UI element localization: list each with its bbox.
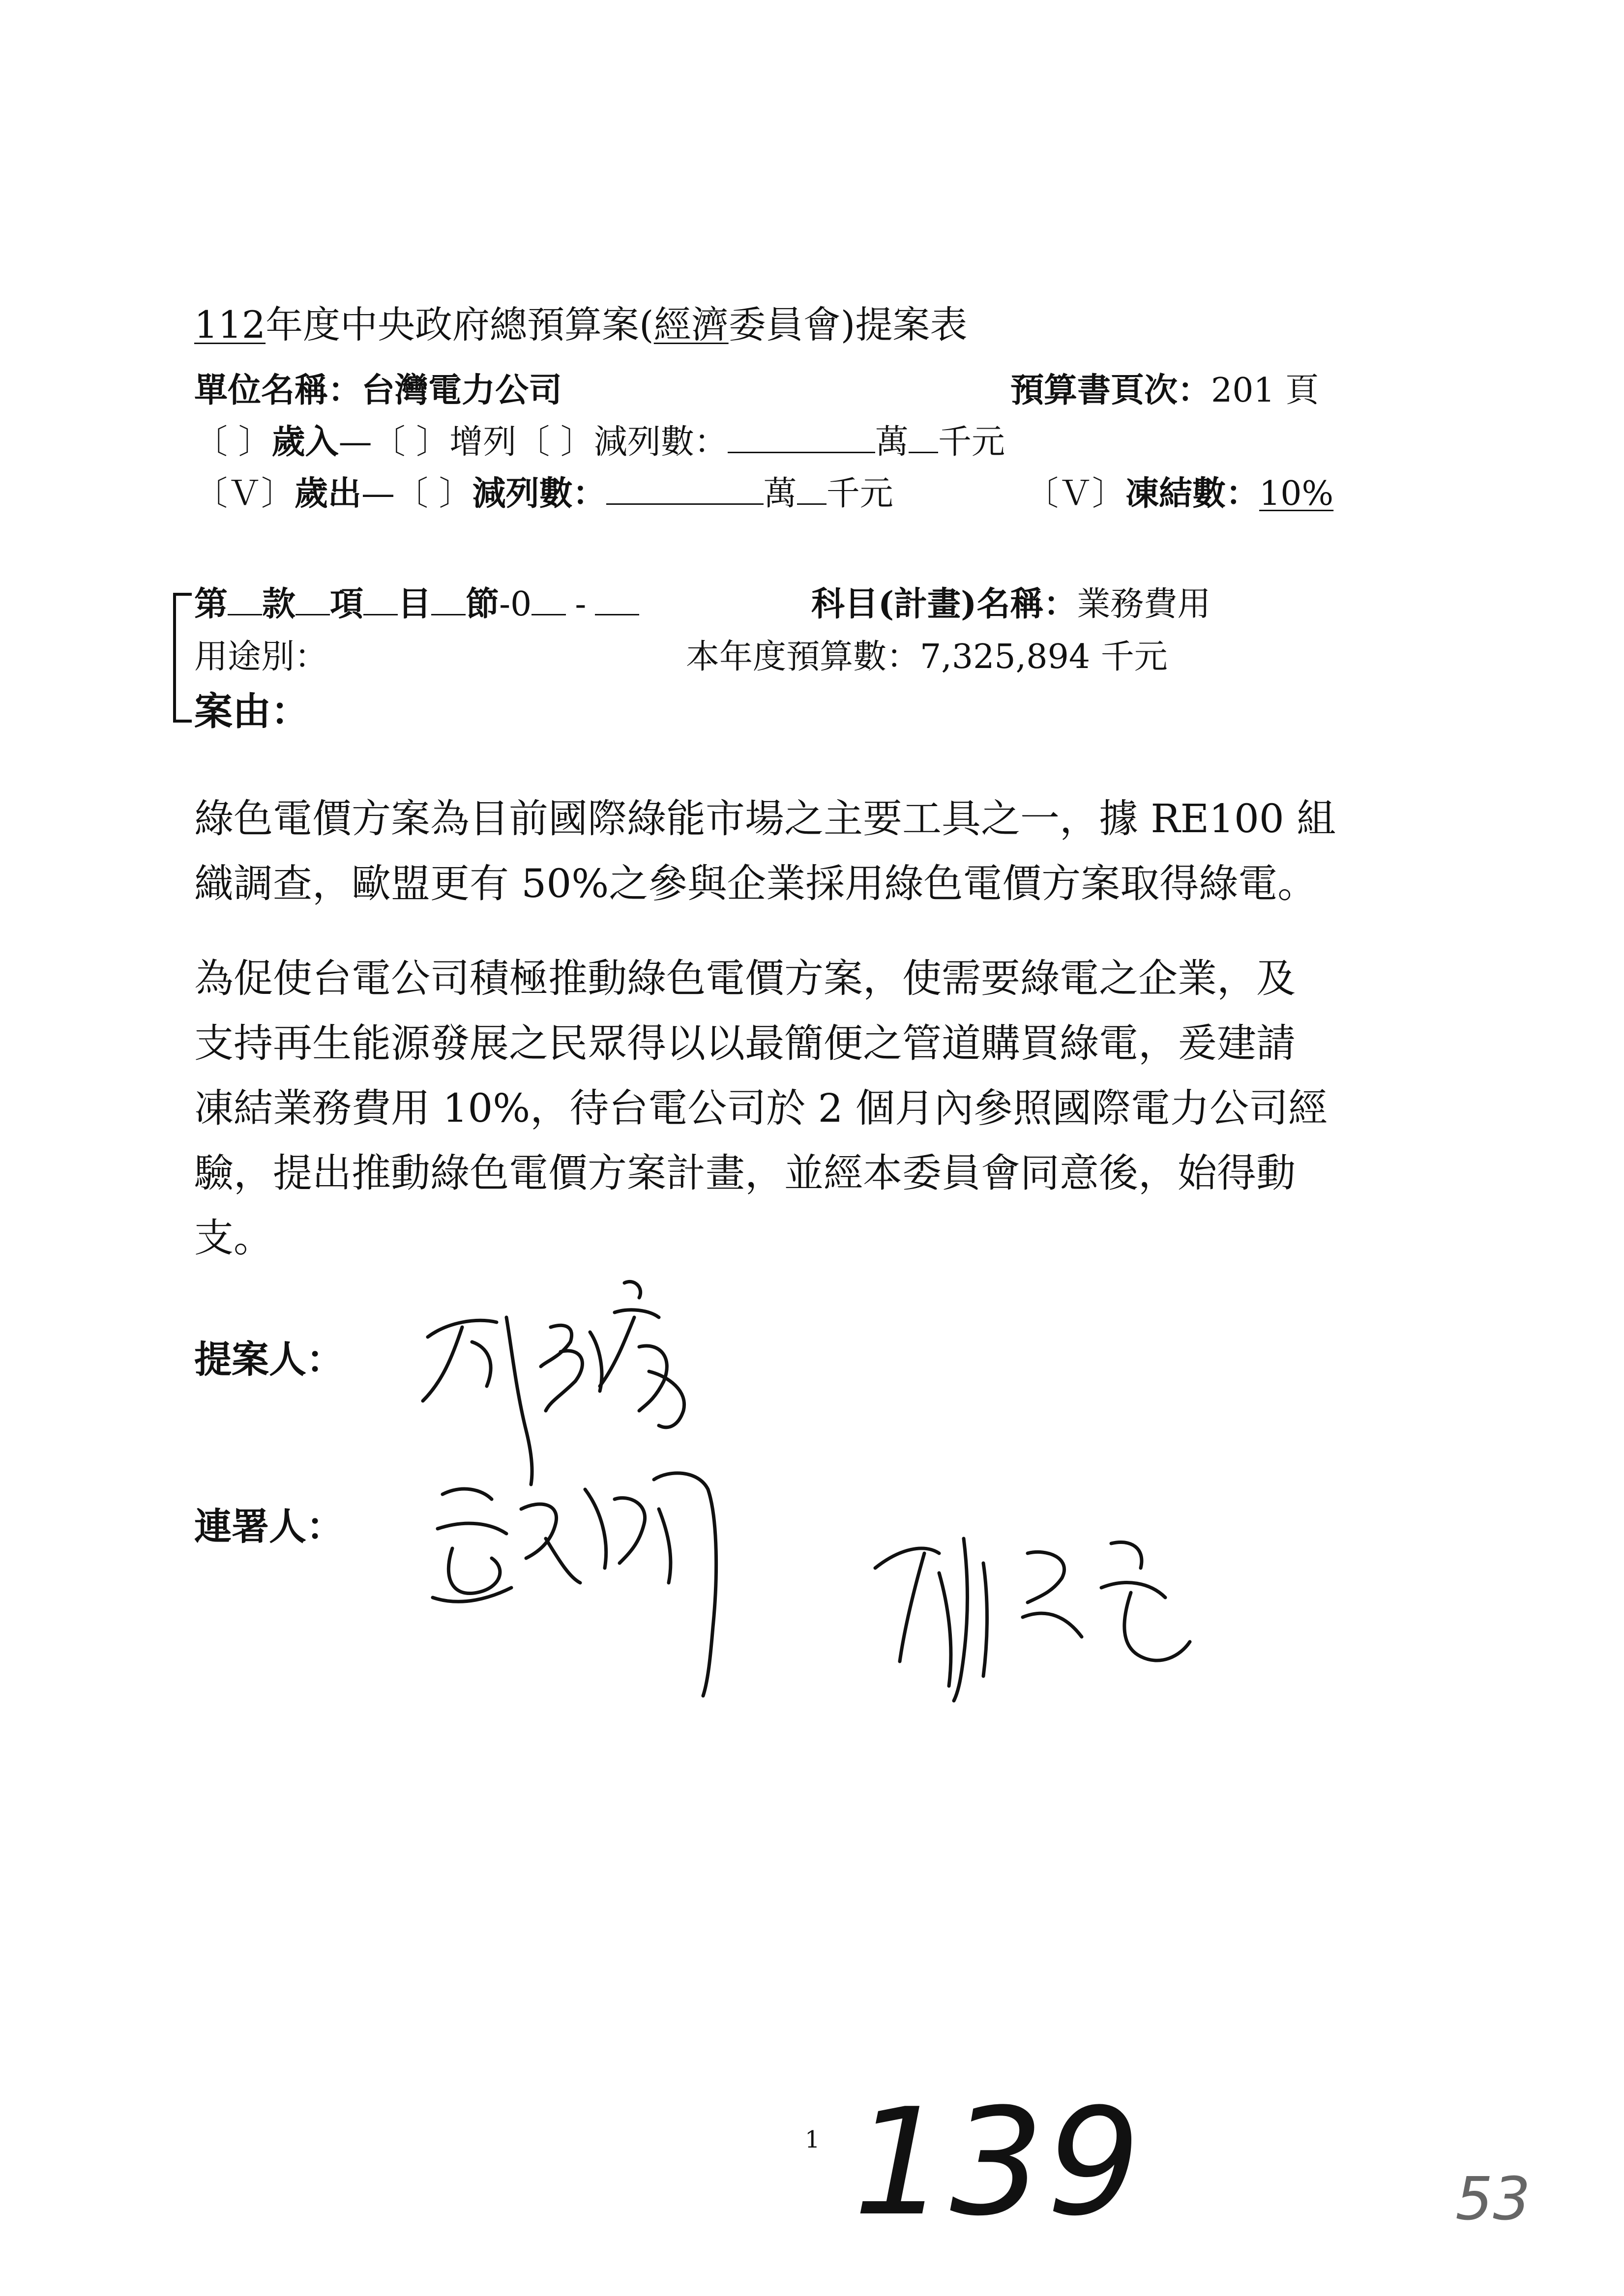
jie-label: 節 xyxy=(466,584,500,624)
paragraph-2-line-5: 支。 xyxy=(194,1215,273,1261)
paragraph-2 xyxy=(194,946,1423,1271)
page-ref xyxy=(1010,364,1319,411)
freeze-label: 凍結數： xyxy=(1125,474,1260,513)
qian-label: 千元 xyxy=(938,423,1005,462)
subject-line xyxy=(194,578,639,625)
cosigner-signature-1 xyxy=(423,1450,777,1706)
decrease-bracket: 〔 〕 xyxy=(516,423,594,462)
title-committee: 經濟 xyxy=(653,303,729,347)
expense-decrease-blank xyxy=(606,473,764,505)
unit-label: 單位名稱： xyxy=(194,371,362,410)
page-value: 201 頁 xyxy=(1211,371,1319,410)
paragraph-1-line-2: 織調查，歐盟更有 50%之參與企業採用綠色電價方案取得綠電。 xyxy=(194,861,1317,906)
kuan-label: 款 xyxy=(262,584,296,624)
jie-dash: - xyxy=(575,585,587,624)
paragraph-2-line-2: 支持再生能源發展之民眾得以以最簡便之管道購買綠電，爰建請 xyxy=(194,1020,1296,1066)
cosigner-signature-2 xyxy=(865,1499,1239,1725)
budget-value: 7,325,894 千元 xyxy=(920,638,1168,676)
revenue-label: 歲入 xyxy=(271,422,339,462)
decrease-label: 減列數： xyxy=(593,423,728,462)
unit-line xyxy=(194,364,562,411)
wan-label: 萬 xyxy=(875,423,909,462)
mu-label: 目 xyxy=(398,584,432,624)
budget-label: 本年度預算數： xyxy=(686,638,920,676)
expense-dash: — xyxy=(361,474,395,513)
jie-blank xyxy=(431,584,466,615)
title-part1: 年度中央政府總預算案( xyxy=(266,303,654,347)
title-part2: 委員會)提案表 xyxy=(728,303,968,347)
subject-bracket xyxy=(165,592,194,725)
reason-label: 案由： xyxy=(194,689,310,734)
paragraph-2-line-4: 驗，提出推動綠色電價方案計畫，並經本委員會同意後，始得動 xyxy=(194,1150,1296,1196)
revenue-bracket: 〔 〕 xyxy=(194,423,272,462)
final-blank xyxy=(595,584,639,615)
budget-amount xyxy=(686,630,1168,678)
paragraph-2-line-1: 為促使台電公司積極推動綠色電價方案，使需要綠電之企業，及 xyxy=(194,956,1296,1001)
expense-qian-blank xyxy=(797,473,827,505)
freeze-value: 10% xyxy=(1259,474,1334,513)
form-title xyxy=(194,295,967,349)
subject-name-value: 業務費用 xyxy=(1077,585,1211,624)
freeze-bracket: 〔Ｖ〕 xyxy=(1025,474,1126,513)
page-number: 1 xyxy=(805,2126,820,2153)
xiang-blank xyxy=(295,584,330,615)
unit-value: 台灣電力公司 xyxy=(361,371,562,410)
paragraph-1-line-1: 綠色電價方案為目前國際綠能市場之主要工具之一，據 RE100 組 xyxy=(194,796,1336,842)
handwritten-page-number: 139 xyxy=(853,2077,1144,2248)
cosigner-label: 連署人： xyxy=(194,1505,344,1548)
subject-name xyxy=(811,578,1211,625)
jie-value: -0 xyxy=(499,585,532,624)
use-label: 用途別： xyxy=(194,638,328,676)
revenue-dash: — xyxy=(338,423,372,462)
kuan-prefix: 第 xyxy=(194,584,228,624)
expense-decrease-bracket: 〔 〕 xyxy=(395,474,472,513)
expense-wan-label: 萬 xyxy=(763,474,797,513)
expense-qian-label: 千元 xyxy=(826,474,893,513)
freeze-field xyxy=(1025,467,1333,515)
decrease-amount-blank xyxy=(728,422,875,453)
expense-bracket: 〔Ｖ〕 xyxy=(194,474,295,513)
expense-line xyxy=(194,467,893,515)
xiang-label: 項 xyxy=(330,584,364,624)
jie-value-blank xyxy=(531,584,566,615)
subject-name-label: 科目(計畫)名稱： xyxy=(811,584,1077,624)
increase-bracket: 〔 〕 xyxy=(372,423,450,462)
page-label: 預算書頁次： xyxy=(1010,371,1211,410)
expense-decrease-label: 減列數： xyxy=(472,474,606,513)
expense-label: 歲出 xyxy=(295,474,362,513)
paragraph-2-line-3: 凍結業務費用 10%，待台電公司於 2 個月內參照國際電力公司經 xyxy=(194,1085,1328,1131)
kuan-blank xyxy=(228,584,262,615)
increase-label: 增列 xyxy=(449,423,517,462)
revenue-line xyxy=(194,415,1005,463)
title-year: 112 xyxy=(194,303,266,347)
corner-number: 53 xyxy=(1455,2165,1531,2234)
paragraph-1 xyxy=(194,786,1423,916)
mu-blank xyxy=(363,584,398,615)
qian-amount-blank xyxy=(909,422,938,453)
proposer-label: 提案人： xyxy=(194,1337,344,1381)
